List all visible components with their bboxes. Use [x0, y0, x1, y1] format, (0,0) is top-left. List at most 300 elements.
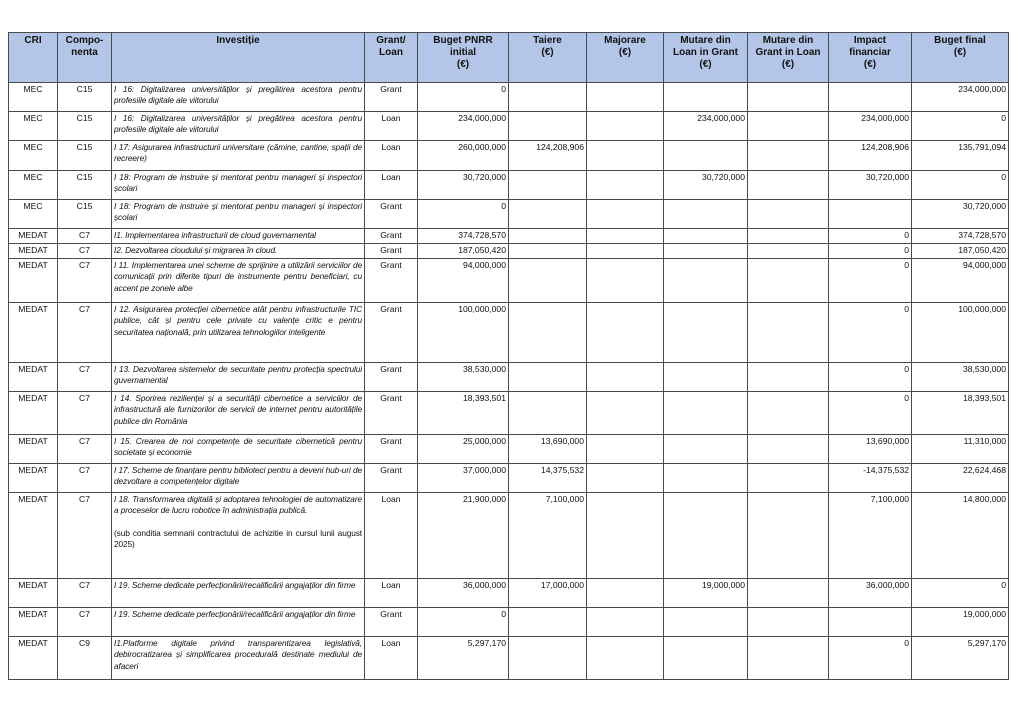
grant-loan-cell-text: Grant [380, 436, 402, 446]
investitie-cell [112, 579, 365, 608]
buget-initial-cell-text: 0 [501, 84, 506, 94]
impact-cell [829, 229, 912, 244]
cri-cell-text: MEDAT [18, 230, 48, 240]
impact-cell [829, 171, 912, 200]
cri-cell-text: MEDAT [18, 260, 48, 270]
impact-cell [829, 363, 912, 392]
investitie-cell-text: I 11. Implementarea unei scheme de sprijinire a utilizării serviciilor de comunicații prin diferite tipuri de instrumente pentru beneficiari, cu accent pe zonele albe [114, 260, 362, 293]
buget-initial-cell [418, 303, 509, 363]
impact-cell-text: 13,690,000 [865, 436, 909, 446]
cri-cell [9, 363, 58, 392]
componenta-cell [58, 435, 112, 464]
cri-cell-text: MEC [23, 201, 43, 211]
investitie-cell-text: I 14. Sporirea rezilienței și a securității cibernetice a serviciilor de infrastructură ale furnizorilor de servicii de internet pentru autoritățile publice din România [114, 393, 362, 426]
buget-initial-cell-text: 0 [501, 609, 506, 619]
grant-loan-cell-text: Loan [381, 172, 401, 182]
taiere-cell-text: 17,000,000 [540, 580, 584, 590]
cri-cell-text: MEDAT [18, 436, 48, 446]
investitie-cell [112, 435, 365, 464]
buget-initial-cell-text: 18,393,501 [462, 393, 506, 403]
cri-cell-text: MEDAT [18, 580, 48, 590]
header-investitie [112, 33, 365, 83]
buget-final-cell-text: 18,393,501 [962, 393, 1006, 403]
impact-cell-text: 234,000,000 [861, 113, 909, 123]
cri-cell [9, 579, 58, 608]
mutare-loan-grant-cell [664, 363, 748, 392]
table-row [9, 435, 1009, 464]
buget-final-cell [912, 200, 1009, 229]
header-cri [9, 33, 58, 83]
componenta-cell-text: C7 [79, 260, 90, 270]
header-label: Taiere [533, 35, 562, 46]
buget-initial-cell-text: 25,000,000 [462, 436, 506, 446]
impact-cell-text: 0 [904, 260, 909, 270]
buget-final-cell-text: 234,000,000 [958, 84, 1006, 94]
componenta-cell-text: C7 [79, 580, 90, 590]
impact-cell-text: 0 [904, 638, 909, 648]
mutare-loan-grant-cell-text: 30,720,000 [701, 172, 745, 182]
majorare-cell [587, 141, 664, 171]
componenta-cell [58, 392, 112, 435]
buget-initial-cell [418, 200, 509, 229]
cri-cell [9, 244, 58, 259]
grant-loan-cell [365, 171, 418, 200]
cri-cell [9, 200, 58, 229]
table-row [9, 579, 1009, 608]
majorare-cell [587, 229, 664, 244]
grant-loan-cell [365, 363, 418, 392]
mutare-loan-grant-cell [664, 171, 748, 200]
taiere-cell [509, 579, 587, 608]
impact-cell [829, 83, 912, 112]
table-row [9, 608, 1009, 637]
majorare-cell [587, 493, 664, 579]
cri-cell [9, 141, 58, 171]
header-label: nenta [71, 47, 98, 58]
majorare-cell [587, 579, 664, 608]
mutare-loan-grant-cell [664, 392, 748, 435]
componenta-cell [58, 493, 112, 579]
grant-loan-cell [365, 464, 418, 493]
header-majorare [587, 33, 664, 83]
grant-loan-cell-text: Grant [380, 230, 402, 240]
mutare-grant-loan-cell [748, 112, 829, 141]
cri-cell [9, 259, 58, 303]
impact-cell-text: 36,000,000 [865, 580, 909, 590]
mutare-loan-grant-cell [664, 244, 748, 259]
mutare-grant-loan-cell [748, 392, 829, 435]
componenta-cell [58, 229, 112, 244]
investitie-cell [112, 392, 365, 435]
grant-loan-cell [365, 435, 418, 464]
mutare-grant-loan-cell [748, 244, 829, 259]
majorare-cell [587, 303, 664, 363]
buget-final-cell-text: 0 [1001, 580, 1006, 590]
buget-final-cell-text: 135,791,094 [958, 142, 1006, 152]
header-label: Grant/ [376, 35, 406, 46]
buget-initial-cell [418, 608, 509, 637]
impact-cell [829, 637, 912, 680]
header-label: Mutare din [680, 35, 731, 46]
buget-final-cell [912, 608, 1009, 637]
header-impact [829, 33, 912, 83]
buget-initial-cell [418, 244, 509, 259]
mutare-loan-grant-cell [664, 229, 748, 244]
componenta-cell-text: C7 [79, 494, 90, 504]
taiere-cell-text: 14,375,532 [540, 465, 584, 475]
header-buget-initial [418, 33, 509, 83]
buget-final-cell [912, 392, 1009, 435]
componenta-cell-text: C7 [79, 465, 90, 475]
table-row [9, 171, 1009, 200]
mutare-loan-grant-cell [664, 493, 748, 579]
taiere-cell [509, 200, 587, 229]
cri-cell-text: MEC [23, 142, 43, 152]
investitie-cell [112, 637, 365, 680]
header-label: Grant in Loan [755, 47, 821, 58]
taiere-cell [509, 229, 587, 244]
buget-initial-cell [418, 171, 509, 200]
buget-initial-cell-text: 38,530,000 [462, 364, 506, 374]
investitie-cell-text: I1. Implementarea infrastructurii de cloud guvernamental [114, 230, 316, 240]
taiere-cell [509, 363, 587, 392]
mutare-loan-grant-cell [664, 637, 748, 680]
cri-cell [9, 493, 58, 579]
buget-initial-cell [418, 392, 509, 435]
grant-loan-cell [365, 229, 418, 244]
componenta-cell [58, 303, 112, 363]
header-label: Buget PNRR [433, 35, 493, 46]
grant-loan-cell-text: Loan [381, 142, 401, 152]
taiere-cell [509, 112, 587, 141]
buget-initial-cell [418, 493, 509, 579]
componenta-cell [58, 363, 112, 392]
investitie-cell [112, 493, 365, 579]
investitie-cell-text: I 18: Program de instruire și mentorat pentru manageri și inspectori școlari [114, 201, 362, 223]
taiere-cell [509, 171, 587, 200]
mutare-loan-grant-cell [664, 200, 748, 229]
buget-initial-cell-text: 234,000,000 [458, 113, 506, 123]
majorare-cell [587, 637, 664, 680]
buget-final-cell-text: 187,050,420 [958, 245, 1006, 255]
buget-final-cell [912, 244, 1009, 259]
investitie-cell-text: I 17. Scheme de finanțare pentru biblioteci pentru a deveni hub-uri de dezvoltare a competențelor digitale [114, 465, 362, 487]
buget-final-cell-text: 14,800,000 [962, 494, 1006, 504]
buget-final-cell [912, 363, 1009, 392]
buget-final-cell [912, 464, 1009, 493]
taiere-cell [509, 493, 587, 579]
impact-cell-text: 0 [904, 230, 909, 240]
header-label: Majorare [604, 35, 646, 46]
mutare-loan-grant-cell [664, 579, 748, 608]
investitie-cell [112, 303, 365, 363]
componenta-cell-text: C7 [79, 393, 90, 403]
buget-final-cell-text: 22,624,468 [962, 465, 1006, 475]
investitie-cell [112, 244, 365, 259]
header-label: Investiție [216, 35, 260, 46]
componenta-cell [58, 200, 112, 229]
investitie-cell [112, 229, 365, 244]
mutare-grant-loan-cell [748, 464, 829, 493]
grant-loan-cell-text: Grant [380, 245, 402, 255]
grant-loan-cell [365, 608, 418, 637]
mutare-grant-loan-cell [748, 579, 829, 608]
table-row [9, 464, 1009, 493]
grant-loan-cell [365, 112, 418, 141]
mutare-grant-loan-cell [748, 141, 829, 171]
grant-loan-cell-text: Grant [380, 393, 402, 403]
grant-loan-cell-text: Grant [380, 364, 402, 374]
buget-final-cell-text: 0 [1001, 113, 1006, 123]
buget-initial-cell [418, 579, 509, 608]
impact-cell [829, 464, 912, 493]
grant-loan-cell [365, 637, 418, 680]
mutare-loan-grant-cell [664, 435, 748, 464]
header-taiere [509, 33, 587, 83]
investitie-cell-text: I 18: Program de instruire și mentorat pentru manageri și inspectori școlari [114, 172, 362, 194]
cri-cell-text: MEDAT [18, 494, 48, 504]
componenta-cell-text: C9 [79, 638, 90, 648]
buget-final-cell-text: 11,310,000 [963, 436, 1006, 446]
cri-cell-text: MEC [23, 84, 43, 94]
impact-cell-text: 0 [904, 393, 909, 403]
buget-final-cell [912, 259, 1009, 303]
componenta-cell-text: C7 [79, 230, 90, 240]
table-body [9, 83, 1009, 680]
impact-cell-text: -14,375,532 [863, 465, 909, 475]
majorare-cell [587, 363, 664, 392]
mutare-loan-grant-cell [664, 303, 748, 363]
grant-loan-cell [365, 392, 418, 435]
investitie-cell [112, 259, 365, 303]
cri-cell [9, 171, 58, 200]
header-label: (€) [541, 47, 554, 58]
investitie-cell [112, 83, 365, 112]
cri-cell-text: MEDAT [18, 364, 48, 374]
taiere-cell [509, 259, 587, 303]
impact-cell [829, 392, 912, 435]
grant-loan-cell [365, 493, 418, 579]
investitie-cell-text: I 15. Crearea de noi competențe de securitate cibernetică pentru societate și economie [114, 436, 362, 458]
header-componenta [58, 33, 112, 83]
buget-final-cell-text: 19,000,000 [962, 609, 1006, 619]
taiere-cell [509, 464, 587, 493]
header-label: (€) [618, 47, 632, 58]
mutare-grant-loan-cell [748, 363, 829, 392]
buget-final-cell-text: 30,720,000 [962, 201, 1006, 211]
investitie-cell-text: I 19. Scheme dedicate perfecționării/recalificării angajaților din firme [114, 580, 356, 590]
mutare-grant-loan-cell [748, 259, 829, 303]
header-label: Buget final [934, 35, 986, 46]
grant-loan-cell-text: Grant [380, 84, 402, 94]
buget-final-cell [912, 579, 1009, 608]
buget-initial-cell [418, 435, 509, 464]
componenta-cell-text: C15 [76, 84, 93, 94]
majorare-cell [587, 392, 664, 435]
mutare-loan-grant-cell [664, 259, 748, 303]
table-row [9, 200, 1009, 229]
buget-final-cell [912, 229, 1009, 244]
table-row [9, 229, 1009, 244]
mutare-grant-loan-cell [748, 229, 829, 244]
componenta-cell-text: C7 [79, 609, 90, 619]
header-label: Loan in Grant [673, 47, 738, 58]
impact-cell [829, 259, 912, 303]
cri-cell [9, 83, 58, 112]
mutare-grant-loan-cell [748, 200, 829, 229]
impact-cell-text: 7,100,000 [870, 494, 909, 504]
componenta-cell-text: C15 [76, 172, 93, 182]
componenta-cell [58, 141, 112, 171]
grant-loan-cell [365, 244, 418, 259]
grant-loan-cell-text: Grant [380, 260, 402, 270]
buget-initial-cell-text: 30,720,000 [462, 172, 506, 182]
buget-initial-cell-text: 260,000,000 [458, 142, 506, 152]
table-row [9, 259, 1009, 303]
table-row [9, 112, 1009, 141]
mutare-loan-grant-cell-text: 234,000,000 [697, 113, 745, 123]
componenta-cell [58, 464, 112, 493]
componenta-cell-text: C7 [79, 364, 90, 374]
table-row [9, 303, 1009, 363]
impact-cell [829, 493, 912, 579]
buget-initial-cell-text: 100,000,000 [458, 304, 506, 314]
mutare-grant-loan-cell [748, 435, 829, 464]
cri-cell-text: MEC [23, 113, 43, 123]
buget-final-cell [912, 303, 1009, 363]
investitie-cell [112, 200, 365, 229]
investitie-cell-text: I 16: Digitalizarea universităților și pregătirea acestora pentru profesiile digitale ale viitorului [114, 113, 362, 135]
buget-initial-cell-text: 0 [501, 201, 506, 211]
mutare-loan-grant-cell [664, 608, 748, 637]
impact-cell [829, 608, 912, 637]
buget-final-cell [912, 493, 1009, 579]
header-buget-final [912, 33, 1009, 83]
table-row [9, 637, 1009, 680]
impact-cell [829, 141, 912, 171]
grant-loan-cell-text: Loan [381, 113, 401, 123]
cri-cell [9, 637, 58, 680]
investitie-cell-text: I2. Dezvoltarea cloudului și migrarea în cloud. [114, 245, 278, 255]
impact-cell-text: 0 [904, 364, 909, 374]
grant-loan-cell [365, 303, 418, 363]
buget-final-cell [912, 171, 1009, 200]
buget-final-cell-text: 100,000,000 [958, 304, 1006, 314]
grant-loan-cell-text: Grant [380, 465, 402, 475]
componenta-cell-text: C7 [79, 304, 90, 314]
buget-initial-cell-text: 187,050,420 [458, 245, 506, 255]
taiere-cell [509, 637, 587, 680]
buget-final-cell-text: 374,728,570 [958, 230, 1006, 240]
grant-loan-cell-text: Loan [381, 494, 401, 504]
componenta-cell-text: C15 [76, 113, 93, 123]
componenta-cell [58, 637, 112, 680]
mutare-loan-grant-cell [664, 83, 748, 112]
majorare-cell [587, 112, 664, 141]
header-row [9, 33, 1009, 83]
componenta-cell [58, 112, 112, 141]
mutare-grant-loan-cell [748, 83, 829, 112]
grant-loan-cell [365, 259, 418, 303]
cri-cell [9, 464, 58, 493]
buget-initial-cell-text: 21,900,000 [462, 494, 506, 504]
buget-initial-cell [418, 229, 509, 244]
majorare-cell [587, 259, 664, 303]
majorare-cell [587, 608, 664, 637]
mutare-loan-grant-cell-text: 19,000,000 [701, 580, 745, 590]
taiere-cell-text: 7,100,000 [545, 494, 584, 504]
componenta-cell [58, 244, 112, 259]
impact-cell [829, 112, 912, 141]
mutare-loan-grant-cell [664, 141, 748, 171]
header-grant-loan [365, 33, 418, 83]
table-row [9, 363, 1009, 392]
header-label: (€) [699, 59, 712, 70]
impact-cell [829, 244, 912, 259]
investitie-note: (sub conditia semnarii contractului de achizitie in cursul lunii august 2025) [114, 527, 362, 550]
header-label: Compo- [65, 35, 104, 46]
componenta-cell-text: C7 [79, 245, 90, 255]
taiere-cell-text: 124,208,906 [536, 142, 584, 152]
grant-loan-cell [365, 83, 418, 112]
majorare-cell [587, 171, 664, 200]
majorare-cell [587, 244, 664, 259]
header-mutare-loan-grant [664, 33, 748, 83]
mutare-grant-loan-cell [748, 171, 829, 200]
buget-initial-cell [418, 363, 509, 392]
taiere-cell-text: 13,690,000 [540, 436, 584, 446]
mutare-grant-loan-cell [748, 303, 829, 363]
componenta-cell [58, 259, 112, 303]
impact-cell-text: 124,208,906 [861, 142, 909, 152]
grant-loan-cell [365, 579, 418, 608]
buget-initial-cell [418, 637, 509, 680]
investitie-cell-text: I 17: Asigurarea infrastructurii universitare (cămine, cantine, spații de recreere) [114, 142, 362, 164]
mutare-grant-loan-cell [748, 608, 829, 637]
impact-cell [829, 435, 912, 464]
header-label: (€) [953, 47, 967, 58]
cri-cell [9, 392, 58, 435]
componenta-cell-text: C15 [76, 201, 93, 211]
mutare-loan-grant-cell [664, 112, 748, 141]
buget-final-cell-text: 38,530,000 [962, 364, 1006, 374]
cri-cell [9, 303, 58, 363]
cri-cell-text: MEDAT [18, 465, 48, 475]
buget-initial-cell [418, 259, 509, 303]
investitie-cell [112, 112, 365, 141]
grant-loan-cell-text: Grant [380, 304, 402, 314]
buget-initial-cell [418, 83, 509, 112]
impact-cell [829, 200, 912, 229]
componenta-cell [58, 579, 112, 608]
buget-final-cell-text: 94,000,000 [962, 260, 1006, 270]
impact-cell-text: 30,720,000 [865, 172, 909, 182]
header-label: CRI [24, 35, 42, 46]
buget-final-cell [912, 112, 1009, 141]
buget-initial-cell-text: 374,728,570 [458, 230, 506, 240]
buget-final-cell [912, 435, 1009, 464]
buget-final-cell [912, 83, 1009, 112]
taiere-cell [509, 303, 587, 363]
componenta-cell [58, 608, 112, 637]
investitie-cell [112, 171, 365, 200]
table-row [9, 83, 1009, 112]
buget-final-cell-text: 5,297,170 [967, 638, 1006, 648]
taiere-cell [509, 608, 587, 637]
grant-loan-cell-text: Grant [380, 609, 402, 619]
cri-cell-text: MEDAT [18, 638, 48, 648]
taiere-cell [509, 83, 587, 112]
